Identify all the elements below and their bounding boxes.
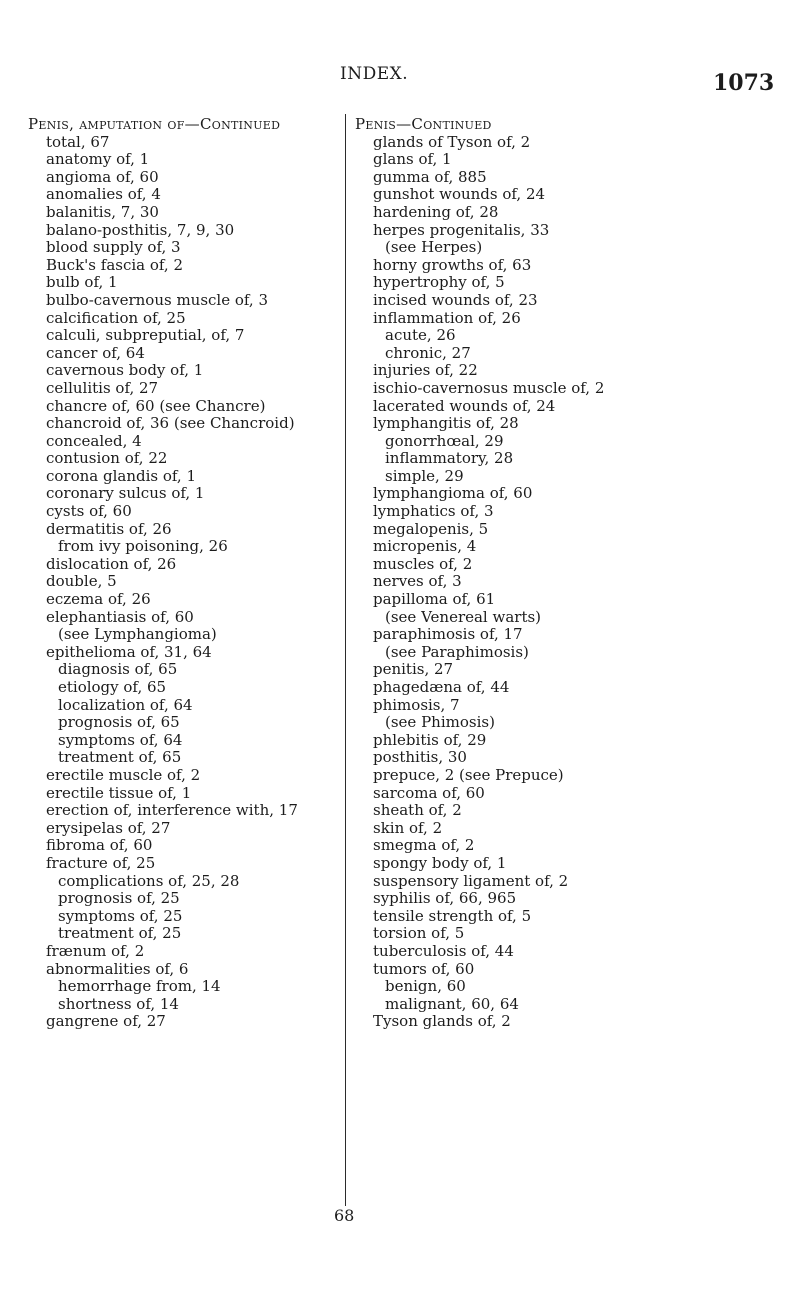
signature-mark: 68 (334, 1206, 355, 1225)
index-entry: bulb of, 1 (46, 273, 118, 292)
index-entry: spongy body of, 1 (373, 853, 507, 872)
index-entry: posthitis, 30 (373, 748, 467, 767)
index-entry: gonorrhœal, 29 (385, 431, 504, 450)
index-entry: lymphangitis of, 28 (373, 414, 519, 433)
index-entry: sheath of, 2 (373, 801, 462, 820)
index-entry: benign, 60 (385, 977, 466, 996)
index-entry: (see Paraphimosis) (385, 642, 529, 661)
index-entry: prepuce, 2 (see Prepuce) (373, 765, 564, 784)
index-entry: erectile muscle of, 2 (46, 765, 201, 784)
index-column-left (28, 116, 358, 1031)
index-entry: frænum of, 2 (46, 941, 145, 960)
index-entry: chancre of, 60 (see Chancre) (46, 396, 266, 415)
index-entry: tensile strength of, 5 (373, 906, 532, 925)
index-entry: skin of, 2 (373, 818, 443, 837)
index-entry: smegma of, 2 (373, 836, 475, 855)
index-entry: torsion of, 5 (373, 924, 465, 943)
index-entry: epithelioma of, 31, 64 (46, 642, 212, 661)
index-entry: Buck's fascia of, 2 (46, 255, 183, 274)
index-entry: bulbo-cavernous muscle of, 3 (46, 290, 268, 309)
index-heading: Penis—Continued (355, 115, 492, 133)
index-entry: corona glandis of, 1 (46, 466, 196, 485)
index-entry: treatment of, 25 (58, 924, 182, 943)
index-entry: glands of Tyson of, 2 (373, 132, 531, 151)
index-entry: anomalies of, 4 (46, 185, 161, 204)
index-entry: blood supply of, 3 (46, 238, 181, 257)
index-entry: micropenis, 4 (373, 537, 477, 556)
index-entry: symptoms of, 64 (58, 730, 183, 749)
index-entry: eczema of, 26 (46, 590, 151, 609)
index-entry: simple, 29 (385, 466, 464, 485)
index-entry: lacerated wounds of, 24 (373, 396, 556, 415)
index-entry: contusion of, 22 (46, 449, 168, 468)
index-entry: papilloma of, 61 (373, 590, 496, 609)
index-heading: Penis, amputation of—Continued (28, 115, 281, 133)
index-entry: lymphangioma of, 60 (373, 484, 533, 503)
index-entry: hemorrhage from, 14 (58, 977, 221, 996)
index-entry: megalopenis, 5 (373, 519, 489, 538)
page-number: 1073 (713, 70, 775, 96)
index-entry: dermatitis of, 26 (46, 519, 172, 538)
index-entry: erectile tissue of, 1 (46, 783, 192, 802)
index-entry: balanitis, 7, 30 (46, 202, 159, 221)
index-entry: concealed, 4 (46, 431, 142, 450)
index-entry: gangrene of, 27 (46, 1012, 166, 1031)
index-entry: cellulitis of, 27 (46, 378, 159, 397)
index-entry: fibroma of, 60 (46, 836, 153, 855)
index-entry: abnormalities of, 6 (46, 959, 189, 978)
index-entry: balano-posthitis, 7, 9, 30 (46, 220, 235, 239)
index-entry: symptoms of, 25 (58, 906, 183, 925)
index-entry: cancer of, 64 (46, 343, 145, 362)
index-entry: cysts of, 60 (46, 502, 132, 521)
index-entry: acute, 26 (385, 326, 456, 345)
index-entry: tumors of, 60 (373, 959, 475, 978)
index-entry: chronic, 27 (385, 343, 471, 362)
index-entry: calculi, subpreputial, of, 7 (46, 326, 245, 345)
index-entry: inflammation of, 26 (373, 308, 521, 327)
index-entry: gumma of, 885 (373, 167, 487, 186)
index-entry: hypertrophy of, 5 (373, 273, 505, 292)
index-entry: phimosis, 7 (373, 695, 460, 714)
index-entry: malignant, 60, 64 (385, 994, 519, 1013)
index-entry: incised wounds of, 23 (373, 290, 538, 309)
index-entry: dislocation of, 26 (46, 554, 177, 573)
index-entry: (see Herpes) (385, 238, 483, 257)
index-entry: localization of, 64 (58, 695, 193, 714)
index-entry: prognosis of, 25 (58, 889, 180, 908)
index-entry: phagedæna of, 44 (373, 678, 510, 696)
index-entry: inflammatory, 28 (385, 449, 514, 468)
index-entry: paraphimosis of, 17 (373, 625, 523, 644)
index-entry: prognosis of, 65 (58, 713, 180, 732)
index-entry: fracture of, 25 (46, 853, 156, 872)
index-entry: double, 5 (46, 572, 117, 591)
index-entry: sarcoma of, 60 (373, 783, 485, 802)
index-entry: angioma of, 60 (46, 167, 159, 186)
index-entry: anatomy of, 1 (46, 150, 150, 169)
index-entry: etiology of, 65 (58, 678, 167, 696)
index-entry: erysipelas of, 27 (46, 818, 171, 837)
index-entry: phlebitis of, 29 (373, 730, 487, 749)
index-entry: syphilis of, 66, 965 (373, 889, 517, 908)
index-entry: ischio-cavernosus muscle of, 2 (373, 378, 605, 397)
index-entry: hardening of, 28 (373, 202, 499, 221)
index-entry: injuries of, 22 (373, 361, 478, 380)
index-entry: tuberculosis of, 44 (373, 941, 514, 960)
index-entry: lymphatics of, 3 (373, 502, 494, 521)
index-entry: (see Lymphangioma) (58, 625, 217, 644)
index-entry: total, 67 (46, 132, 110, 151)
index-entry: coronary sulcus of, 1 (46, 484, 205, 503)
index-entry: treatment of, 65 (58, 748, 182, 767)
index-entry: (see Phimosis) (385, 713, 495, 732)
index-entry: calcification of, 25 (46, 308, 186, 327)
index-entry: suspensory ligament of, 2 (373, 871, 569, 890)
index-entry: complications of, 25, 28 (58, 871, 240, 890)
column-divider (345, 114, 346, 1206)
index-entry: horny growths of, 63 (373, 255, 532, 274)
index-entry: nerves of, 3 (373, 572, 462, 591)
index-entry: herpes progenitalis, 33 (373, 220, 550, 239)
index-entry: penitis, 27 (373, 660, 454, 679)
running-head: INDEX. (340, 64, 409, 84)
index-entry: muscles of, 2 (373, 554, 473, 573)
index-entry: erection of, interference with, 17 (46, 801, 298, 820)
index-entry: from ivy poisoning, 26 (58, 537, 228, 556)
index-entry: chancroid of, 36 (see Chancroid) (46, 414, 295, 433)
index-entry: gunshot wounds of, 24 (373, 185, 546, 204)
index-entry: Tyson glands of, 2 (373, 1012, 511, 1031)
index-column-right (355, 116, 685, 1031)
index-entry: glans of, 1 (373, 150, 452, 169)
index-entry: cavernous body of, 1 (46, 361, 204, 380)
index-entry: elephantiasis of, 60 (46, 607, 194, 626)
index-entry: (see Venereal warts) (385, 607, 542, 626)
index-entry: diagnosis of, 65 (58, 660, 178, 679)
index-entry: shortness of, 14 (58, 994, 179, 1013)
